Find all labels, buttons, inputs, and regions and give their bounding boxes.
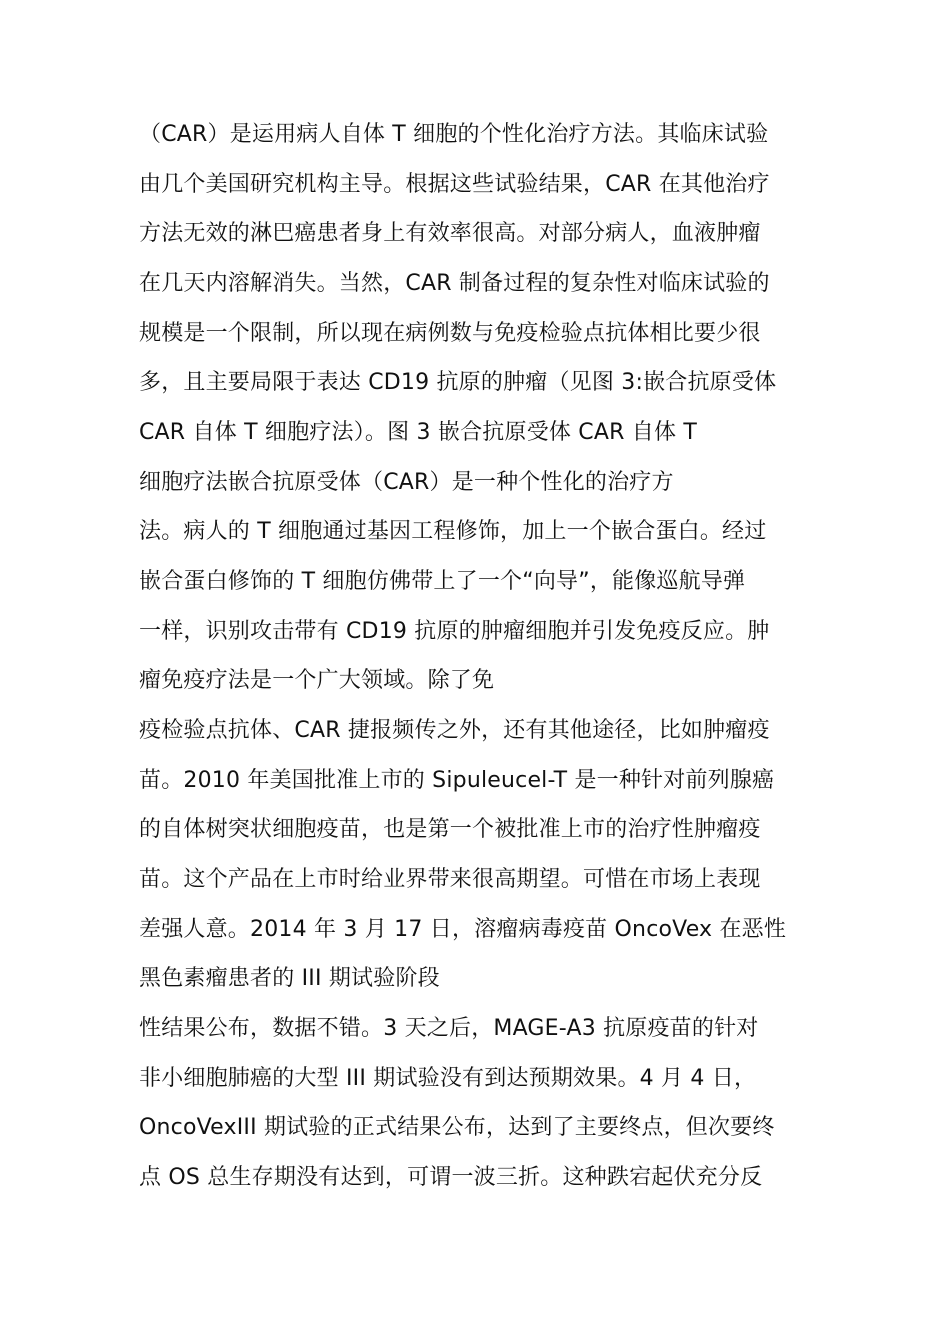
text-line: 非小细胞肺癌的大型 III 期试验没有到达预期效果。4 月 4 日，: [139, 1066, 757, 1091]
text-line: 瘤免疫疗法是一个广大领域。除了免: [139, 668, 495, 693]
text-line: 差强人意。2014 年 3 月 17 日，溶瘤病毒疫苗 OncoVex 在恶性: [139, 917, 787, 942]
text-line: 细胞疗法嵌合抗原受体（CAR）是一种个性化的治疗方: [139, 470, 674, 495]
text-line: OncoVexIII 期试验的正式结果公布，达到了主要终点，但次要终: [139, 1115, 775, 1140]
text-line: 多，且主要局限于表达 CD19 抗原的肿瘤（见图 3:嵌合抗原受体: [139, 370, 777, 395]
text-line: 在几天内溶解消失。当然，CAR 制备过程的复杂性对临床试验的: [139, 271, 770, 296]
text-line: 规模是一个限制，所以现在病例数与免疫检验点抗体相比要少很: [139, 321, 761, 346]
text-line: 苗。2010 年美国批准上市的 Sipuleucel-T 是一种针对前列腺癌: [139, 768, 775, 793]
text-line: 黑色素瘤患者的 III 期试验阶段: [139, 966, 440, 991]
text-line: CAR 自体 T 细胞疗法）。图 3 嵌合抗原受体 CAR 自体 T: [139, 420, 698, 445]
text-line: 性结果公布，数据不错。3 天之后，MAGE-A3 抗原疫苗的针对: [139, 1016, 759, 1041]
text-line: 疫检验点抗体、CAR 捷报频传之外，还有其他途径，比如肿瘤疫: [139, 718, 770, 743]
text-line: 由几个美国研究机构主导。根据这些试验结果，CAR 在其他治疗: [139, 172, 770, 197]
text-line: 点 OS 总生存期没有达到，可谓一波三折。这种跌宕起伏充分反: [139, 1165, 763, 1190]
text-line: 一样，识别攻击带有 CD19 抗原的肿瘤细胞并引发免疫反应。肿: [139, 619, 770, 644]
text-line: 法。病人的 T 细胞通过基因工程修饰，加上一个嵌合蛋白。经过: [139, 519, 767, 544]
text-line: 嵌合蛋白修饰的 T 细胞仿佛带上了一个“向导”，能像巡航导弹: [139, 569, 746, 594]
text-line: 的自体树突状细胞疫苗，也是第一个被批准上市的治疗性肿瘤疫: [139, 817, 761, 842]
text-line: 苗。这个产品在上市时给业界带来很高期望。可惜在市场上表现: [139, 867, 761, 892]
text-line: 方法无效的淋巴癌患者身上有效率很高。对部分病人，血液肿瘤: [139, 221, 761, 246]
text-line: （CAR）是运用病人自体 T 细胞的个性化治疗方法。其临床试验: [139, 122, 769, 147]
